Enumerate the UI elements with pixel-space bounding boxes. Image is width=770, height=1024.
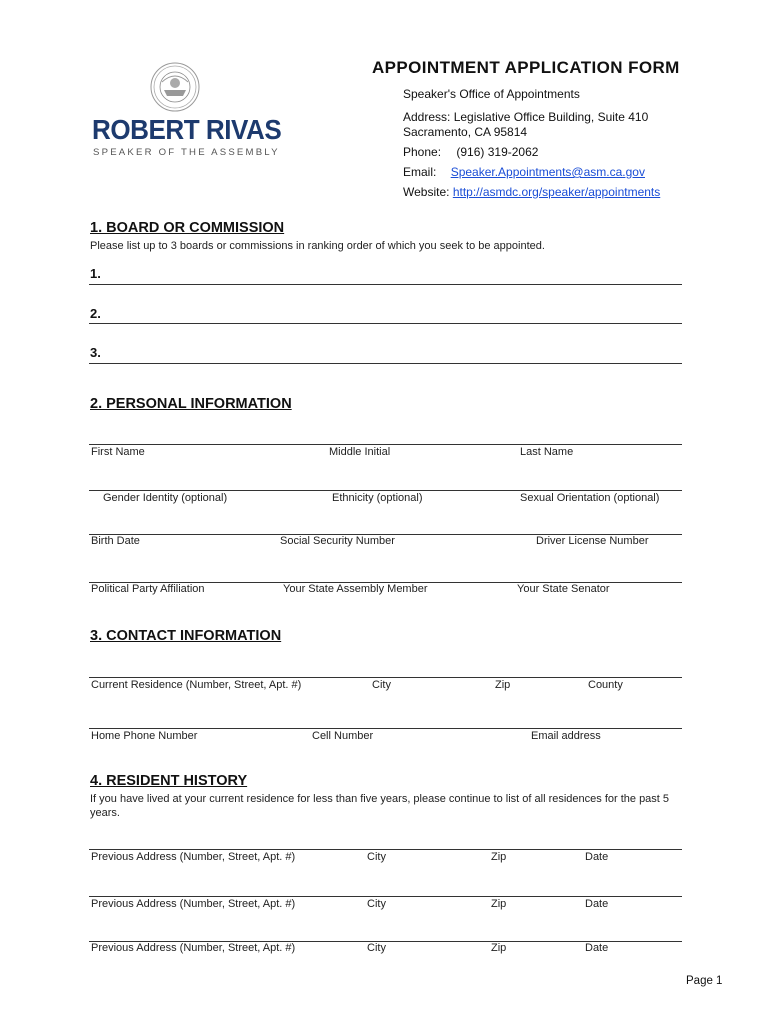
previous-address-label: Previous Address (Number, Street, Apt. #): [91, 942, 296, 954]
home-phone-label: Home Phone Number: [91, 730, 198, 742]
previous-city-label: City: [367, 898, 386, 910]
assembly-member-label: Your State Assembly Member: [283, 583, 428, 595]
address-line-1: [403, 110, 648, 124]
ethnicity-label: Ethnicity (optional): [332, 492, 423, 504]
previous-address-label: Previous Address (Number, Street, Apt. #): [91, 851, 296, 863]
ssn-label: Social Security Number: [280, 535, 395, 547]
office-name: Speaker's Office of Appointments: [403, 87, 580, 101]
board-choice-1-label: 1.: [90, 266, 101, 281]
contact-row-1-field[interactable]: [89, 677, 682, 678]
section-contact-title: 3. CONTACT INFORMATION: [90, 628, 282, 644]
gender-identity-label: Gender Identity (optional): [103, 492, 228, 504]
county-label: County: [588, 679, 623, 691]
email-link[interactable]: Speaker.Appointments@asm.ca.gov: [450, 165, 645, 179]
board-choice-3-label: 3.: [90, 345, 101, 360]
state-senator-label: Your State Senator: [517, 583, 610, 595]
party-affiliation-label: Political Party Affiliation: [91, 583, 205, 595]
phone-line: [403, 145, 538, 159]
assembly-seal-icon: [150, 60, 200, 114]
previous-zip-label: Zip: [491, 942, 507, 954]
board-choice-2-label: 2.: [90, 306, 101, 321]
section-resident-note: If you have lived at your current residence for less than five years, please continue to list of all residences for the past 5 years.: [90, 793, 670, 819]
previous-address-row-2-field[interactable]: [89, 896, 682, 897]
address-line-2: Sacramento, CA 95814: [403, 125, 528, 139]
email-line: [403, 165, 645, 179]
previous-zip-label: Zip: [491, 851, 507, 863]
previous-address-label: Previous Address (Number, Street, Apt. #): [91, 898, 296, 910]
email-address-label: Email address: [531, 730, 601, 742]
board-choice-2-field[interactable]: [89, 323, 682, 324]
last-name-label: Last Name: [520, 446, 574, 458]
section-resident-title: 4. RESIDENT HISTORY: [90, 773, 248, 789]
first-name-label: First Name: [91, 446, 145, 458]
cell-number-label: Cell Number: [312, 730, 374, 742]
previous-zip-label: Zip: [491, 898, 507, 910]
website-line: [403, 185, 660, 199]
phone-label: Phone:: [403, 145, 442, 159]
city-label: City: [372, 679, 391, 691]
personal-row-2-field[interactable]: [89, 490, 682, 491]
brand-subtitle: SPEAKER OF THE ASSEMBLY: [93, 147, 280, 158]
previous-address-row-1-field[interactable]: [89, 849, 682, 850]
middle-initial-label: Middle Initial: [329, 446, 391, 458]
previous-city-label: City: [367, 851, 386, 863]
board-choice-3-field[interactable]: [89, 363, 682, 364]
brand-name: ROBERT RIVAS: [92, 114, 282, 145]
birth-date-label: Birth Date: [91, 535, 140, 547]
contact-row-2-field[interactable]: [89, 728, 682, 729]
previous-date-label: Date: [585, 942, 609, 954]
previous-date-label: Date: [585, 851, 609, 863]
website-link[interactable]: http://asmdc.org/speaker/appointments: [452, 185, 661, 199]
previous-date-label: Date: [585, 898, 609, 910]
previous-city-label: City: [367, 942, 386, 954]
personal-row-1-field[interactable]: [89, 444, 682, 445]
page-number: Page 1: [686, 975, 723, 987]
sexual-orientation-label: Sexual Orientation (optional): [520, 492, 660, 504]
email-label: Email:: [403, 165, 437, 179]
phone-value: (916) 319-2062: [456, 145, 539, 159]
form-title: APPOINTMENT APPLICATION FORM: [372, 58, 680, 77]
driver-license-label: Driver License Number: [536, 535, 649, 547]
board-choice-1-field[interactable]: [89, 284, 682, 285]
section-personal-title: 2. PERSONAL INFORMATION: [90, 396, 292, 412]
section-board-note: Please list up to 3 boards or commissions in ranking order of which you seek to be appointed.: [90, 240, 545, 252]
address-value: Legislative Office Building, Suite 410: [453, 110, 649, 124]
section-board-title: 1. BOARD OR COMMISSION: [90, 220, 285, 236]
current-residence-label: Current Residence (Number, Street, Apt. #): [91, 679, 302, 691]
zip-label: Zip: [495, 679, 511, 691]
address-label: Address:: [403, 110, 451, 124]
website-label: Website:: [403, 185, 450, 199]
